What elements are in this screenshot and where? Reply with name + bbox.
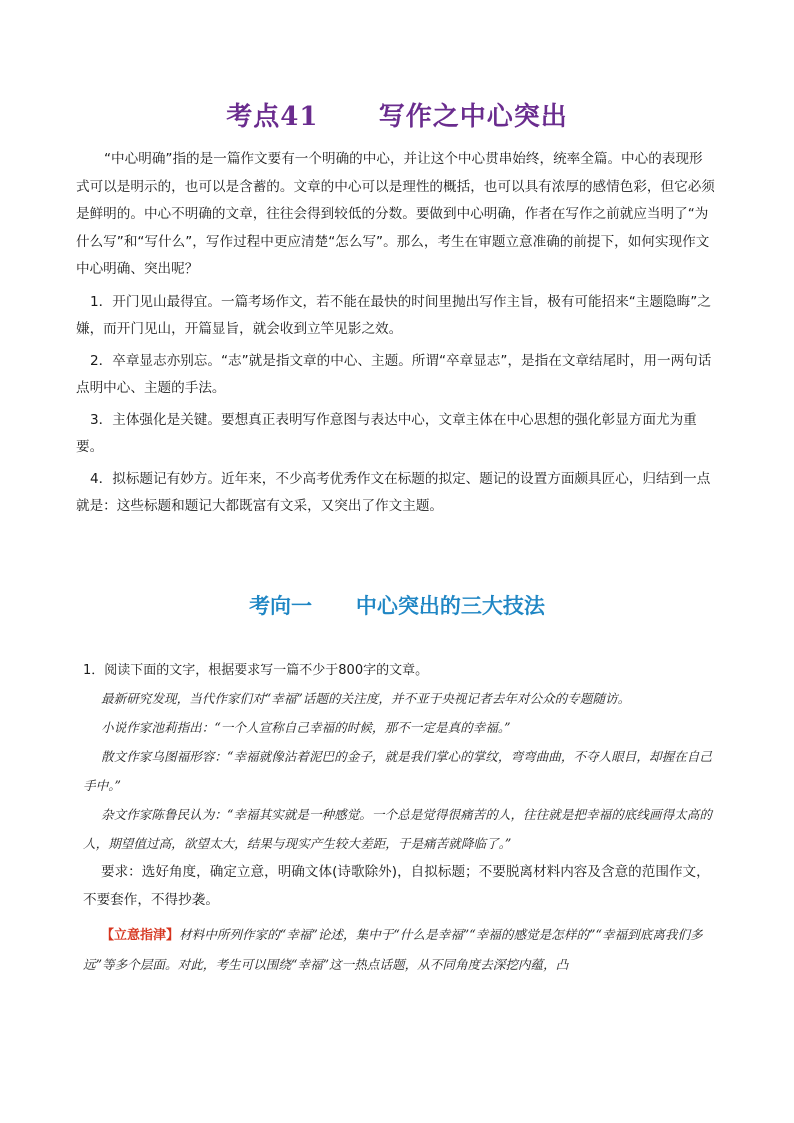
question-block: [83, 658, 723, 979]
technique-point-3: 3．主体强化是关键。要想真正表明写作意图与表达中心，文章主体在中心思想的强化彰显方面尤为重要。: [76, 411, 697, 455]
guide-tag: 【立意指津】: [101, 928, 180, 943]
material-paragraph-2: 小说作家池莉指出：“一个人宣称自己幸福的时候，那不一定是真的幸福。”: [101, 720, 511, 735]
section-subtitle: 考向一 中心突出的三大技法: [249, 594, 545, 618]
page-title: 考点41 写作之中心突出: [226, 102, 568, 132]
technique-point-2: 2．卒章显志亦别忘。“志”就是指文章的中心、主题。所谓“卒章显志”，是指在文章结尾时，用一两句话点明中心、主题的手法。: [76, 352, 712, 396]
material-paragraph-1: 最新研究发现，当代作家们对“幸福”话题的关注度，并不亚于央视记者去年对公众的专题随访。: [101, 691, 631, 706]
guide-text: 材料中所列作家的“幸福”论述，集中于“什么是幸福”“幸福的感觉是怎样的”“幸福到底离我们多远”等多个层面。对此，考生可以围绕“幸福”这一热点话题，从不同角度去深挖内蕴，凸: [83, 927, 703, 972]
requirement-text: 要求：选好角度，确定立意，明确文体(诗歌除外)，自拟标题；不要脱离材料内容及含意的范围作文，不要套作，不得抄袭。: [83, 864, 710, 908]
intro-section: [76, 146, 716, 520]
guide-paragraph: [83, 920, 723, 979]
material-paragraph-3: 散文作家乌图福形容：“幸福就像沾着泥巴的金子，就是我们掌心的掌纹，弯弯曲曲，不夺人眼目，却握在自己手中。”: [83, 749, 712, 793]
material-paragraph-4: 杂文作家陈鲁民认为：“幸福其实就是一种感觉。一个总是觉得很痛苦的人，往往就是把幸福的底线画得太高的人，期望值过高，欲望太大，结果与现实产生较大差距，于是痛苦就降临了。”: [83, 807, 712, 851]
technique-point-4: 4．拟标题记有妙方。近年来，不少高考优秀作文在标题的拟定、题记的设置方面颇具匠心，归结到一点就是：这些标题和题记大都既富有文采，又突出了作文主题。: [76, 470, 711, 514]
question-prompt: 1．阅读下面的文字，根据要求写一篇不少于800字的文章。: [83, 663, 429, 678]
intro-paragraph: “中心明确”指的是一篇作文要有一个明确的中心，并让这个中心贯串始终，统率全篇。中心的表现形式可以是明示的，也可以是含蓄的。文章的中心可以是理性的概括，也可以具有浓厚的感情色彩，但它必须是鲜明的。中心不明确的文章，往往会得到较低的分数。要做到中心明确，作者在写作之前就应当明了“为什么写”和“写什么”，写作过程中更应清楚“怎么写”。那么，考生在审题立意准确的前提下，如何实现作文中心明确、突出呢？: [76, 151, 715, 277]
technique-point-1: 1．开门见山最得宜。一篇考场作文，若不能在最快的时间里抛出写作主旨，极有可能招来“主题隐晦”之嫌，而开门见山，开篇显旨，就会收到立竿见影之效。: [76, 293, 711, 337]
